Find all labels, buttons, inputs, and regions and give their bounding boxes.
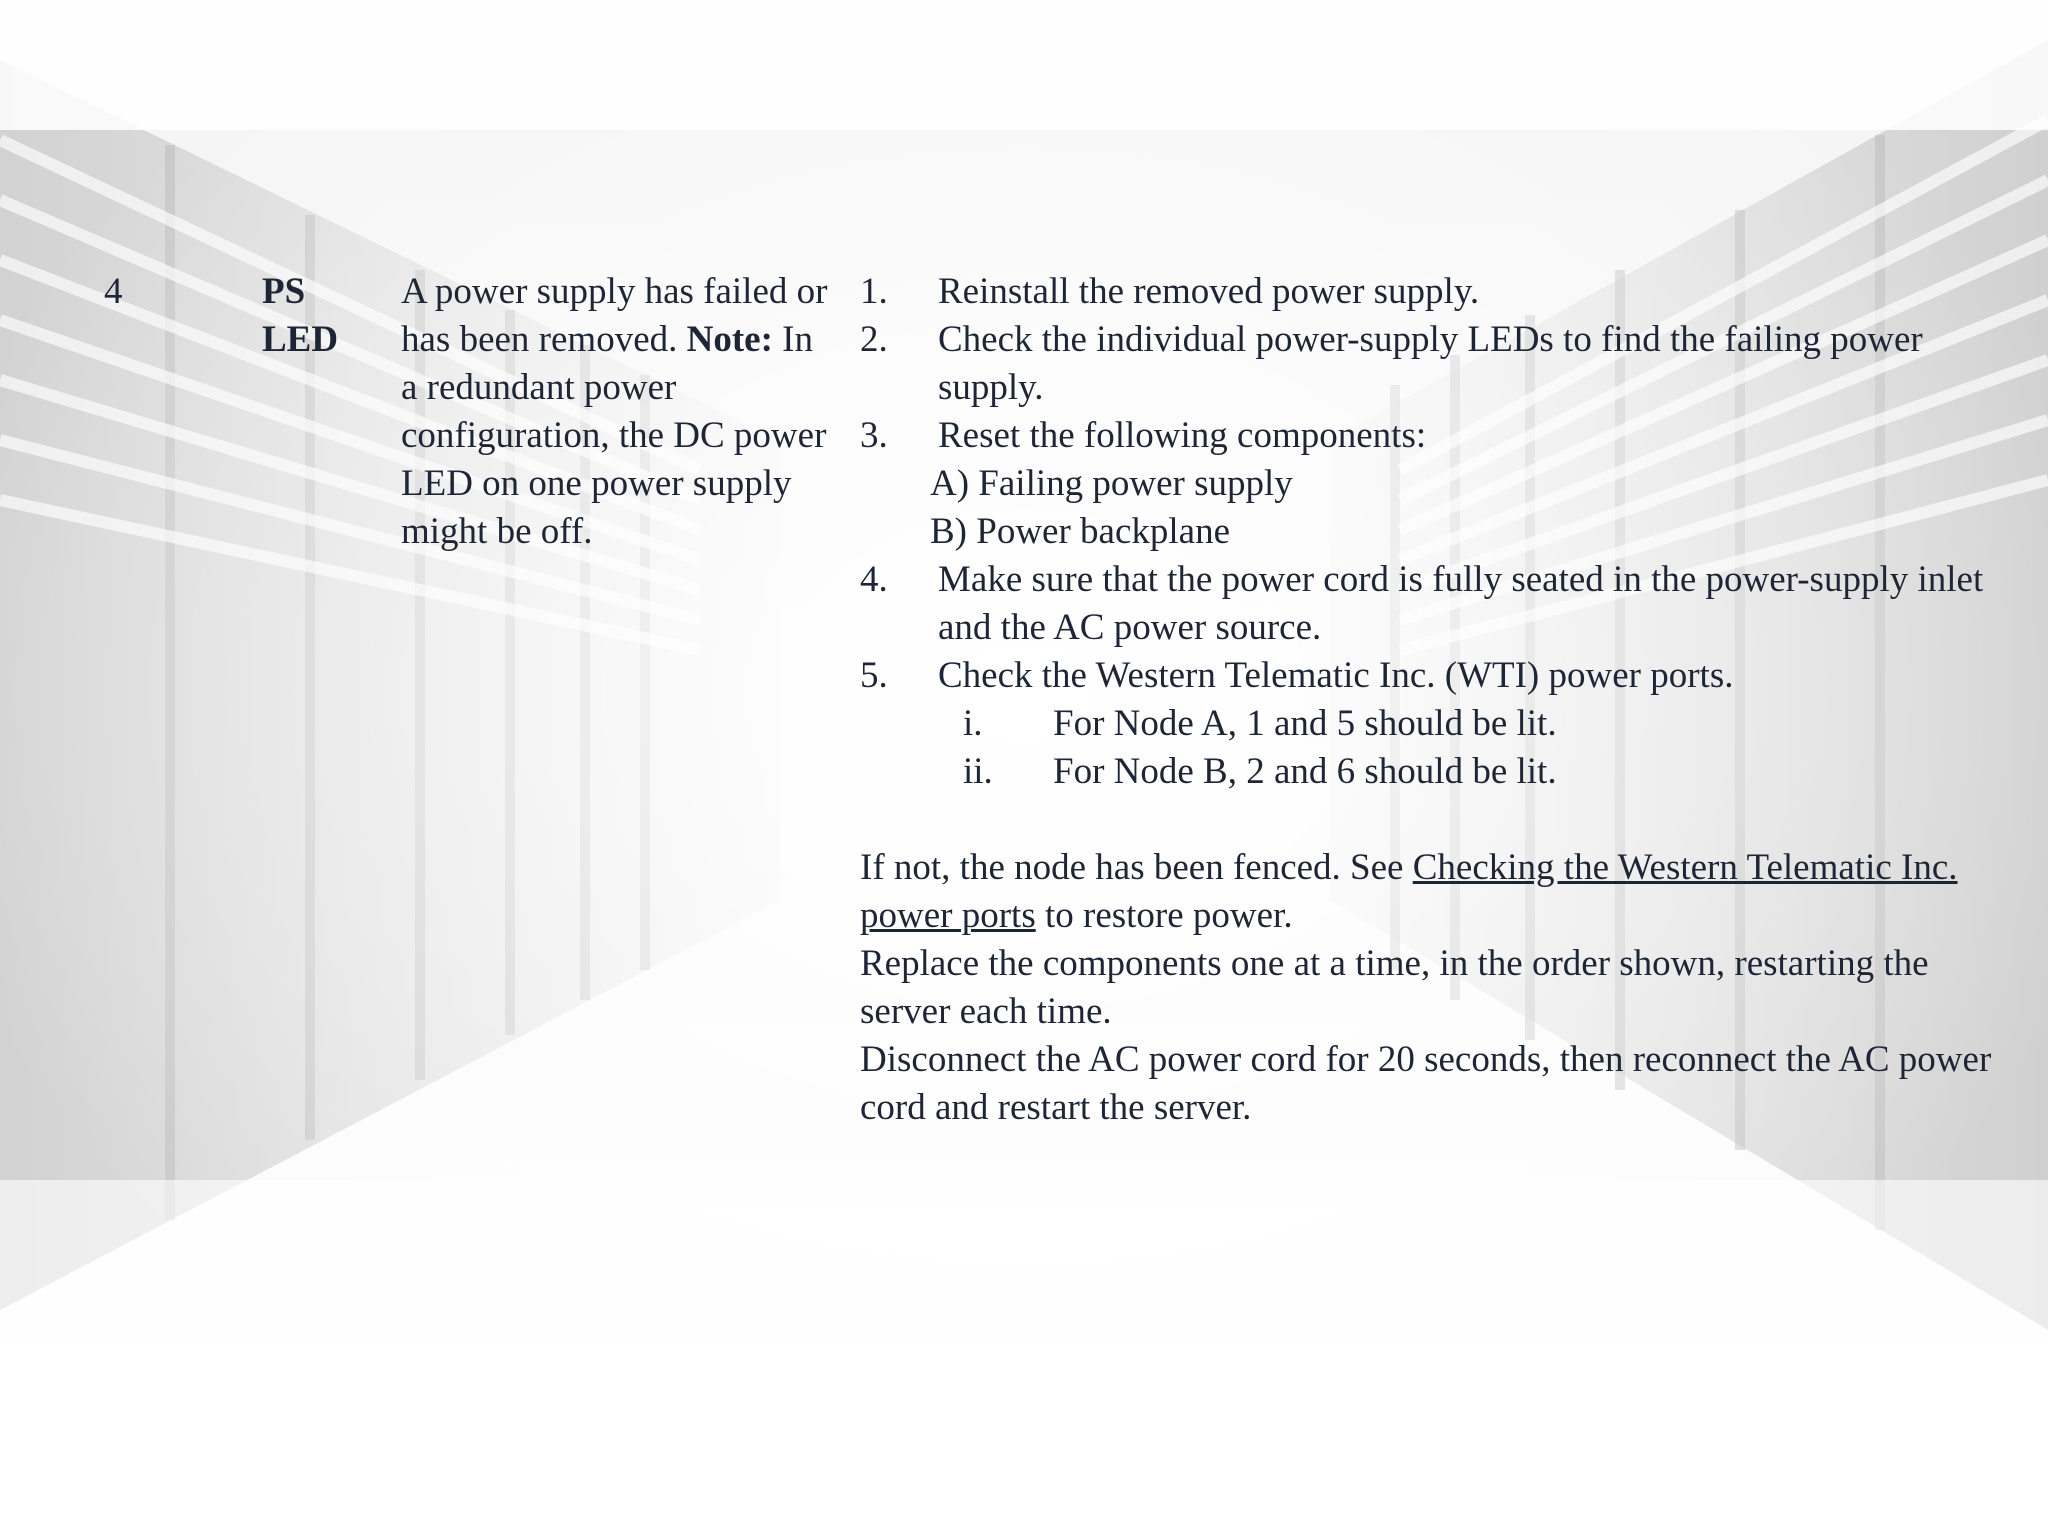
step-number: 1. [860,271,888,312]
note-label: Note: [686,319,773,360]
sub-step-text: For Node A, 1 and 5 should be lit. [1053,703,1557,744]
step-number: 4. [860,559,888,600]
sub-step-number: ii. [963,751,993,792]
blank-line [860,796,2010,844]
step-text: Check the individual power-supply LEDs to find the failing power supply. [938,319,1923,408]
led-indicator-name [262,268,392,364]
fenced-paragraph [860,844,2010,940]
fenced-text: If not, the node has been fenced. See [860,847,1413,888]
indicator-line-2: LED [262,319,339,360]
step-text: Check the Western Telematic Inc. (WTI) power ports. [938,655,1734,696]
action-step [860,316,2010,412]
step-text: Reinstall the removed power supply. [938,271,1480,312]
note-text: In a redundant power configuration, the DC power LED on one power supply might be off. [401,319,827,552]
description-text: A power supply has failed or has been removed. [401,271,828,360]
action-step [860,268,2010,316]
step-text: Make sure that the power cord is fully seated in the power-supply inlet and the AC power source. [938,559,1984,648]
action-step [860,556,2010,652]
step-text: Reset the following components: [938,415,1427,456]
component-item: B) Power backplane [930,511,1231,552]
action-step [860,412,2010,460]
action-step [860,652,2010,700]
sub-step-text: For Node B, 2 and 6 should be lit. [1053,751,1557,792]
indicator-line-1: PS [262,271,306,312]
component-item: A) Failing power supply [930,463,1293,504]
problem-description [401,268,831,556]
row-number: 4 [104,271,123,312]
replace-paragraph: Replace the components one at a time, in the order shown, restarting the server each time. [860,943,1929,1032]
sub-step-number: i. [963,703,983,744]
step-number: 3. [860,415,888,456]
step-number: 5. [860,655,888,696]
step-number: 2. [860,319,888,360]
wti-ports-link[interactable]: Checking the Western Telematic Inc. power ports [860,847,1958,936]
wti-port-item [860,700,2010,748]
corrective-actions [860,268,2010,1132]
fenced-text-end: to restore power. [1035,895,1293,936]
wti-port-item [860,748,2010,796]
disconnect-paragraph: Disconnect the AC power cord for 20 seconds, then reconnect the AC power cord and restart the server. [860,1039,1992,1128]
